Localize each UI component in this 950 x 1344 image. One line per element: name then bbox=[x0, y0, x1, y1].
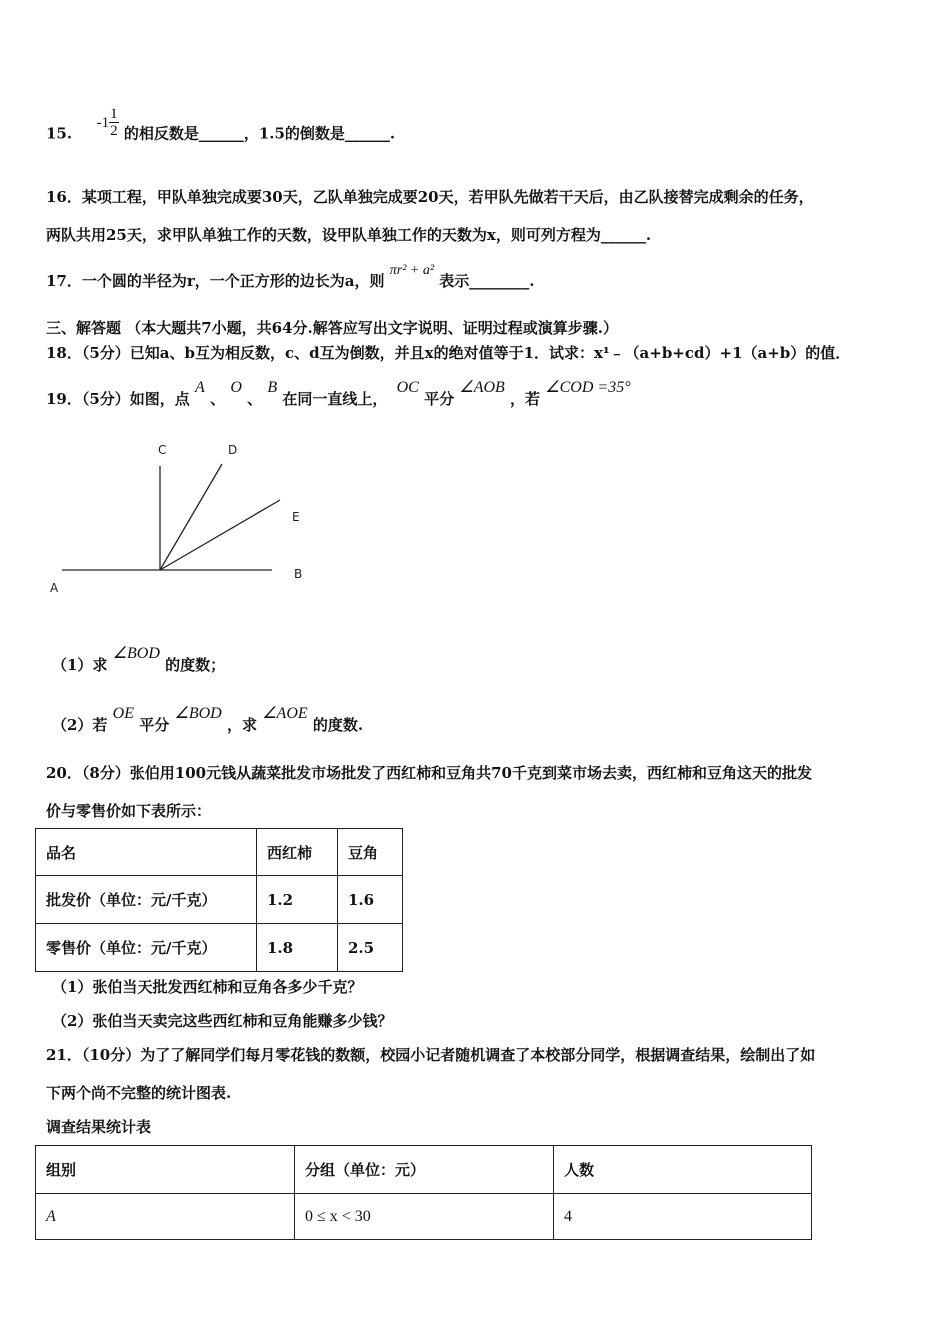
section-heading: 三、解答题 （本大题共7小题，共64分.解答应写出文字说明、证明过程或演算步骤.） bbox=[46, 319, 618, 337]
table-header-cell: 分组（单位：元） bbox=[295, 1146, 554, 1194]
question-20-part-1: （1）张伯当天批发西红柿和豆角各多少千克？ bbox=[52, 978, 363, 996]
question-21-line-1: 21．（10分）为了了解同学们每月零花钱的数额，校园小记者随机调查了本校部分同学，根据调查结果，绘制出了如 bbox=[46, 1046, 816, 1064]
mixed-number-whole: -1 bbox=[96, 114, 110, 131]
angle-bod: ∠BOD bbox=[112, 645, 160, 662]
question-18: 18．（5分）已知a、b互为相反数，c、d互为倒数，并且x的绝对值等于1．试求：x¹﹣（a+b+cd）+1（a+b）的值． bbox=[46, 344, 851, 362]
ray-oc: OC bbox=[396, 379, 419, 396]
angle-bod: ∠BOD bbox=[174, 705, 222, 722]
separator: 、 bbox=[210, 390, 226, 408]
angle-aob: ∠AOB bbox=[459, 379, 505, 396]
label-a: A bbox=[50, 581, 59, 595]
question-16-line-2: 两队共用25天，求甲队单独工作的天数，设甲队单独工作的天数为x，则可列方程为______. bbox=[46, 226, 652, 244]
table-title: 调查结果统计表 bbox=[46, 1118, 152, 1136]
table-header-cell: 组别 bbox=[36, 1146, 295, 1194]
table-cell: 1.2 bbox=[257, 876, 338, 924]
table-cell: 2.5 bbox=[338, 924, 403, 972]
separator: 、 bbox=[247, 390, 263, 408]
table-header-row bbox=[36, 829, 403, 876]
table-cell: A bbox=[36, 1194, 295, 1240]
table-header-cell: 品名 bbox=[36, 829, 257, 876]
question-text: ，求 bbox=[226, 716, 257, 734]
angle-cod: ∠COD =35° bbox=[545, 379, 631, 396]
label-c: C bbox=[158, 443, 167, 457]
table-row bbox=[36, 924, 403, 972]
question-19-part-2 bbox=[52, 705, 364, 735]
ray-oe: OE bbox=[112, 705, 134, 722]
question-text: ，若 bbox=[510, 390, 541, 408]
table-row bbox=[36, 876, 403, 924]
question-text: 19．（5分）如图，点 bbox=[46, 390, 190, 408]
fraction-numerator: 1 bbox=[110, 106, 118, 122]
question-20-line-1: 20．（8分）张伯用100元钱从蔬菜批发市场批发了西红柿和豆角共70千克到菜市场去卖，西红柿和豆角这天的批发 bbox=[46, 764, 813, 782]
point-b: B bbox=[267, 379, 278, 396]
table-header-cell: 豆角 bbox=[338, 829, 403, 876]
question-text-end: 表示________. bbox=[439, 272, 535, 290]
price-table bbox=[35, 828, 403, 972]
question-text: 17．一个圆的半径为r，一个正方形的边长为a，则 bbox=[46, 272, 385, 290]
question-19 bbox=[46, 379, 631, 409]
angle-aoe: ∠AOE bbox=[262, 705, 308, 722]
question-text: 平分 bbox=[424, 390, 455, 408]
math-expression: πr² + a² bbox=[389, 263, 435, 278]
question-text: 的相反数是______，1.5的倒数是______. bbox=[123, 124, 396, 143]
table-cell: 0 ≤ x < 30 bbox=[295, 1194, 554, 1240]
question-text: 的度数； bbox=[165, 656, 226, 674]
point-o: O bbox=[230, 379, 242, 396]
question-20-part-2: （2）张伯当天卖完这些西红柿和豆角能赚多少钱？ bbox=[52, 1012, 393, 1030]
survey-table bbox=[35, 1145, 812, 1240]
table-header-row bbox=[36, 1146, 812, 1194]
label-b: B bbox=[294, 567, 303, 581]
table-row bbox=[36, 1194, 812, 1240]
ray-od-line bbox=[160, 464, 222, 570]
point-a: A bbox=[195, 379, 205, 396]
table-cell: 批发价（单位：元/千克） bbox=[36, 876, 257, 924]
table-cell: 1.8 bbox=[257, 924, 338, 972]
table-header-cell: 西红柿 bbox=[257, 829, 338, 876]
question-text: 平分 bbox=[139, 716, 170, 734]
question-21-line-2: 下两个尚不完整的统计图表. bbox=[46, 1084, 232, 1102]
question-20-line-2: 价与零售价如下表所示： bbox=[46, 802, 212, 820]
question-15 bbox=[46, 106, 396, 151]
ray-oe-line bbox=[160, 500, 280, 570]
label-d: D bbox=[228, 443, 238, 457]
question-text: 在同一直线上， bbox=[282, 390, 388, 408]
table-cell: 4 bbox=[554, 1194, 812, 1240]
question-16-line-1: 16．某项工程，甲队单独完成要30天，乙队单独完成要20天，若甲队先做若干天后，由乙队接替完成剩余的任务， bbox=[46, 188, 814, 206]
table-header-cell: 人数 bbox=[554, 1146, 812, 1194]
geometry-figure bbox=[40, 430, 320, 605]
question-17 bbox=[46, 263, 535, 291]
fraction bbox=[109, 106, 119, 139]
question-text: （2）若 bbox=[52, 716, 108, 734]
question-19-part-1 bbox=[52, 645, 226, 675]
table-cell: 1.6 bbox=[338, 876, 403, 924]
question-text: 的度数. bbox=[312, 716, 364, 734]
question-number: 15. bbox=[46, 124, 73, 143]
question-text: （1）求 bbox=[52, 656, 108, 674]
label-e: E bbox=[292, 510, 300, 524]
fraction-denominator: 2 bbox=[110, 123, 118, 139]
table-cell: 零售价（单位：元/千克） bbox=[36, 924, 257, 972]
